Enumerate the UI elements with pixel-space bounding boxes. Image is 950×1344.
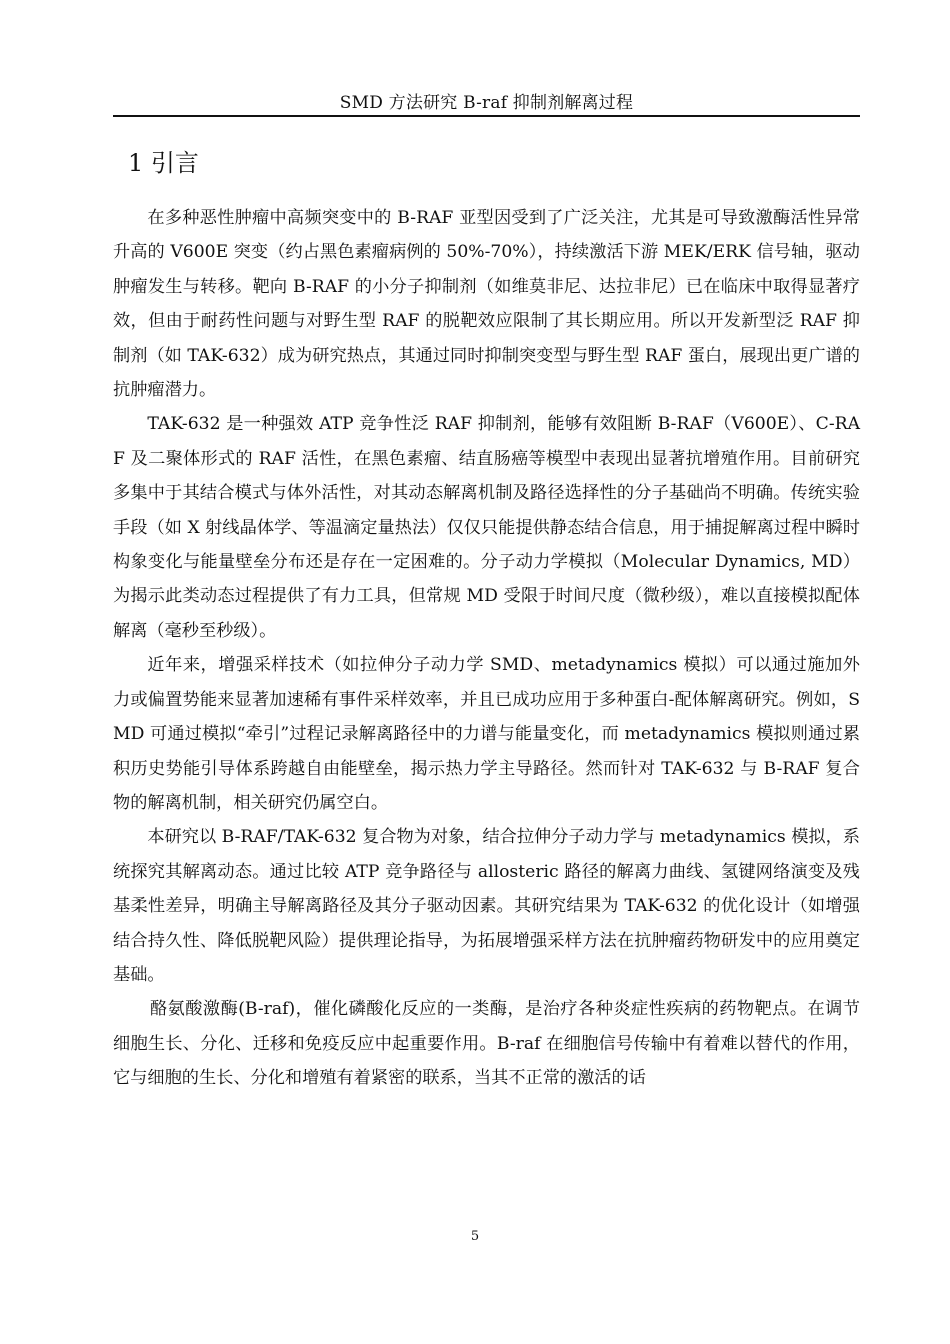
page-header-title: SMD 方法研究 B-raf 抑制剂解离过程 <box>339 93 634 113</box>
paragraph: 近年来，增强采样技术（如拉伸分子动力学 SMD、metadynamics 模拟）可以通过施加外力或偏置势能来显著加速稀有事件采样效率，并且已成功应用于多种蛋白-配体解离研究。例如，SMD 可通过模拟“牵引”过程记录解离路径中的力谱与能量变化，而 metadynamics 模拟则通过累积历史势能引导体系跨越自由能壁垒，揭示热力学主导路径。然而针对 TAK-632 与 B-RAF 复合物的解离机制，相关研究仍属空白。 <box>113 655 860 813</box>
paragraph: 在多种恶性肿瘤中高频突变中的 B-RAF 亚型因受到了广泛关注，尤其是可导致激酶活性异常升高的 V600E 突变（约占黑色素瘤病例的 50%-70%），持续激活下游 MEK/ERK 信号轴，驱动肿瘤发生与转移。靶向 B-RAF 的小分子抑制剂（如维莫非尼、达拉非尼）已在临床中取得显著疗效，但由于耐药性问题与对野生型 RAF 的脱靶效应限制了其长期应用。所以开发新型泛 RAF 抑制剂（如 TAK-632）成为研究热点，其通过同时抑制突变型与野生型 RAF 蛋白，展现出更广谱的抗肿瘤潜力。 <box>113 208 860 401</box>
header-divider <box>113 115 860 117</box>
page-number: 5 <box>470 1229 480 1244</box>
paragraph: 酪氨酸激酶(B-raf)，催化磷酸化反应的一类酶，是治疗各种炎症性疾病的药物靶点。在调节细胞生长、分化、迁移和免疫反应中起重要作用。B-raf 在细胞信号传输中有着难以替代的作用，它与细胞的生长、分化和增殖有着紧密的联系，当其不正常的激活的话 <box>113 999 860 1089</box>
paragraph: 本研究以 B-RAF/TAK-632 复合物为对象，结合拉伸分子动力学与 metadynamics 模拟，系统探究其解离动态。通过比较 ATP 竞争路径与 allosteric 路径的解离力曲线、氢键网络演变及残基柔性差异，明确主导解离路径及其分子驱动因素。其研究结果为 TAK-632 的优化设计（如增强结合持久性、降低脱靶风险）提供理论指导，为拓展增强采样方法在抗肿瘤药物研发中的应用奠定基础。 <box>113 827 860 985</box>
body-text <box>113 201 860 1096</box>
paragraph: TAK-632 是一种强效 ATP 竞争性泛 RAF 抑制剂，能够有效阻断 B-RAF（V600E）、C-RAF 及二聚体形式的 RAF 活性，在黑色素瘤、结直肠癌等模型中表现出显著抗增殖作用。目前研究多集中于其结合模式与体外活性，对其动态解离机制及路径选择性的分子基础尚不明确。传统实验手段（如 X 射线晶体学、等温滴定量热法）仅仅只能提供静态结合信息，用于捕捉解离过程中瞬时构象变化与能量壁垒分布还是存在一定困难的。分子动力学模拟（Molecular Dynamics, MD）为揭示此类动态过程提供了有力工具，但常规 MD 受限于时间尺度（微秒级），难以直接模拟配体解离（毫秒至秒级）。 <box>113 414 860 641</box>
section-heading: 1 引言 <box>128 149 199 177</box>
